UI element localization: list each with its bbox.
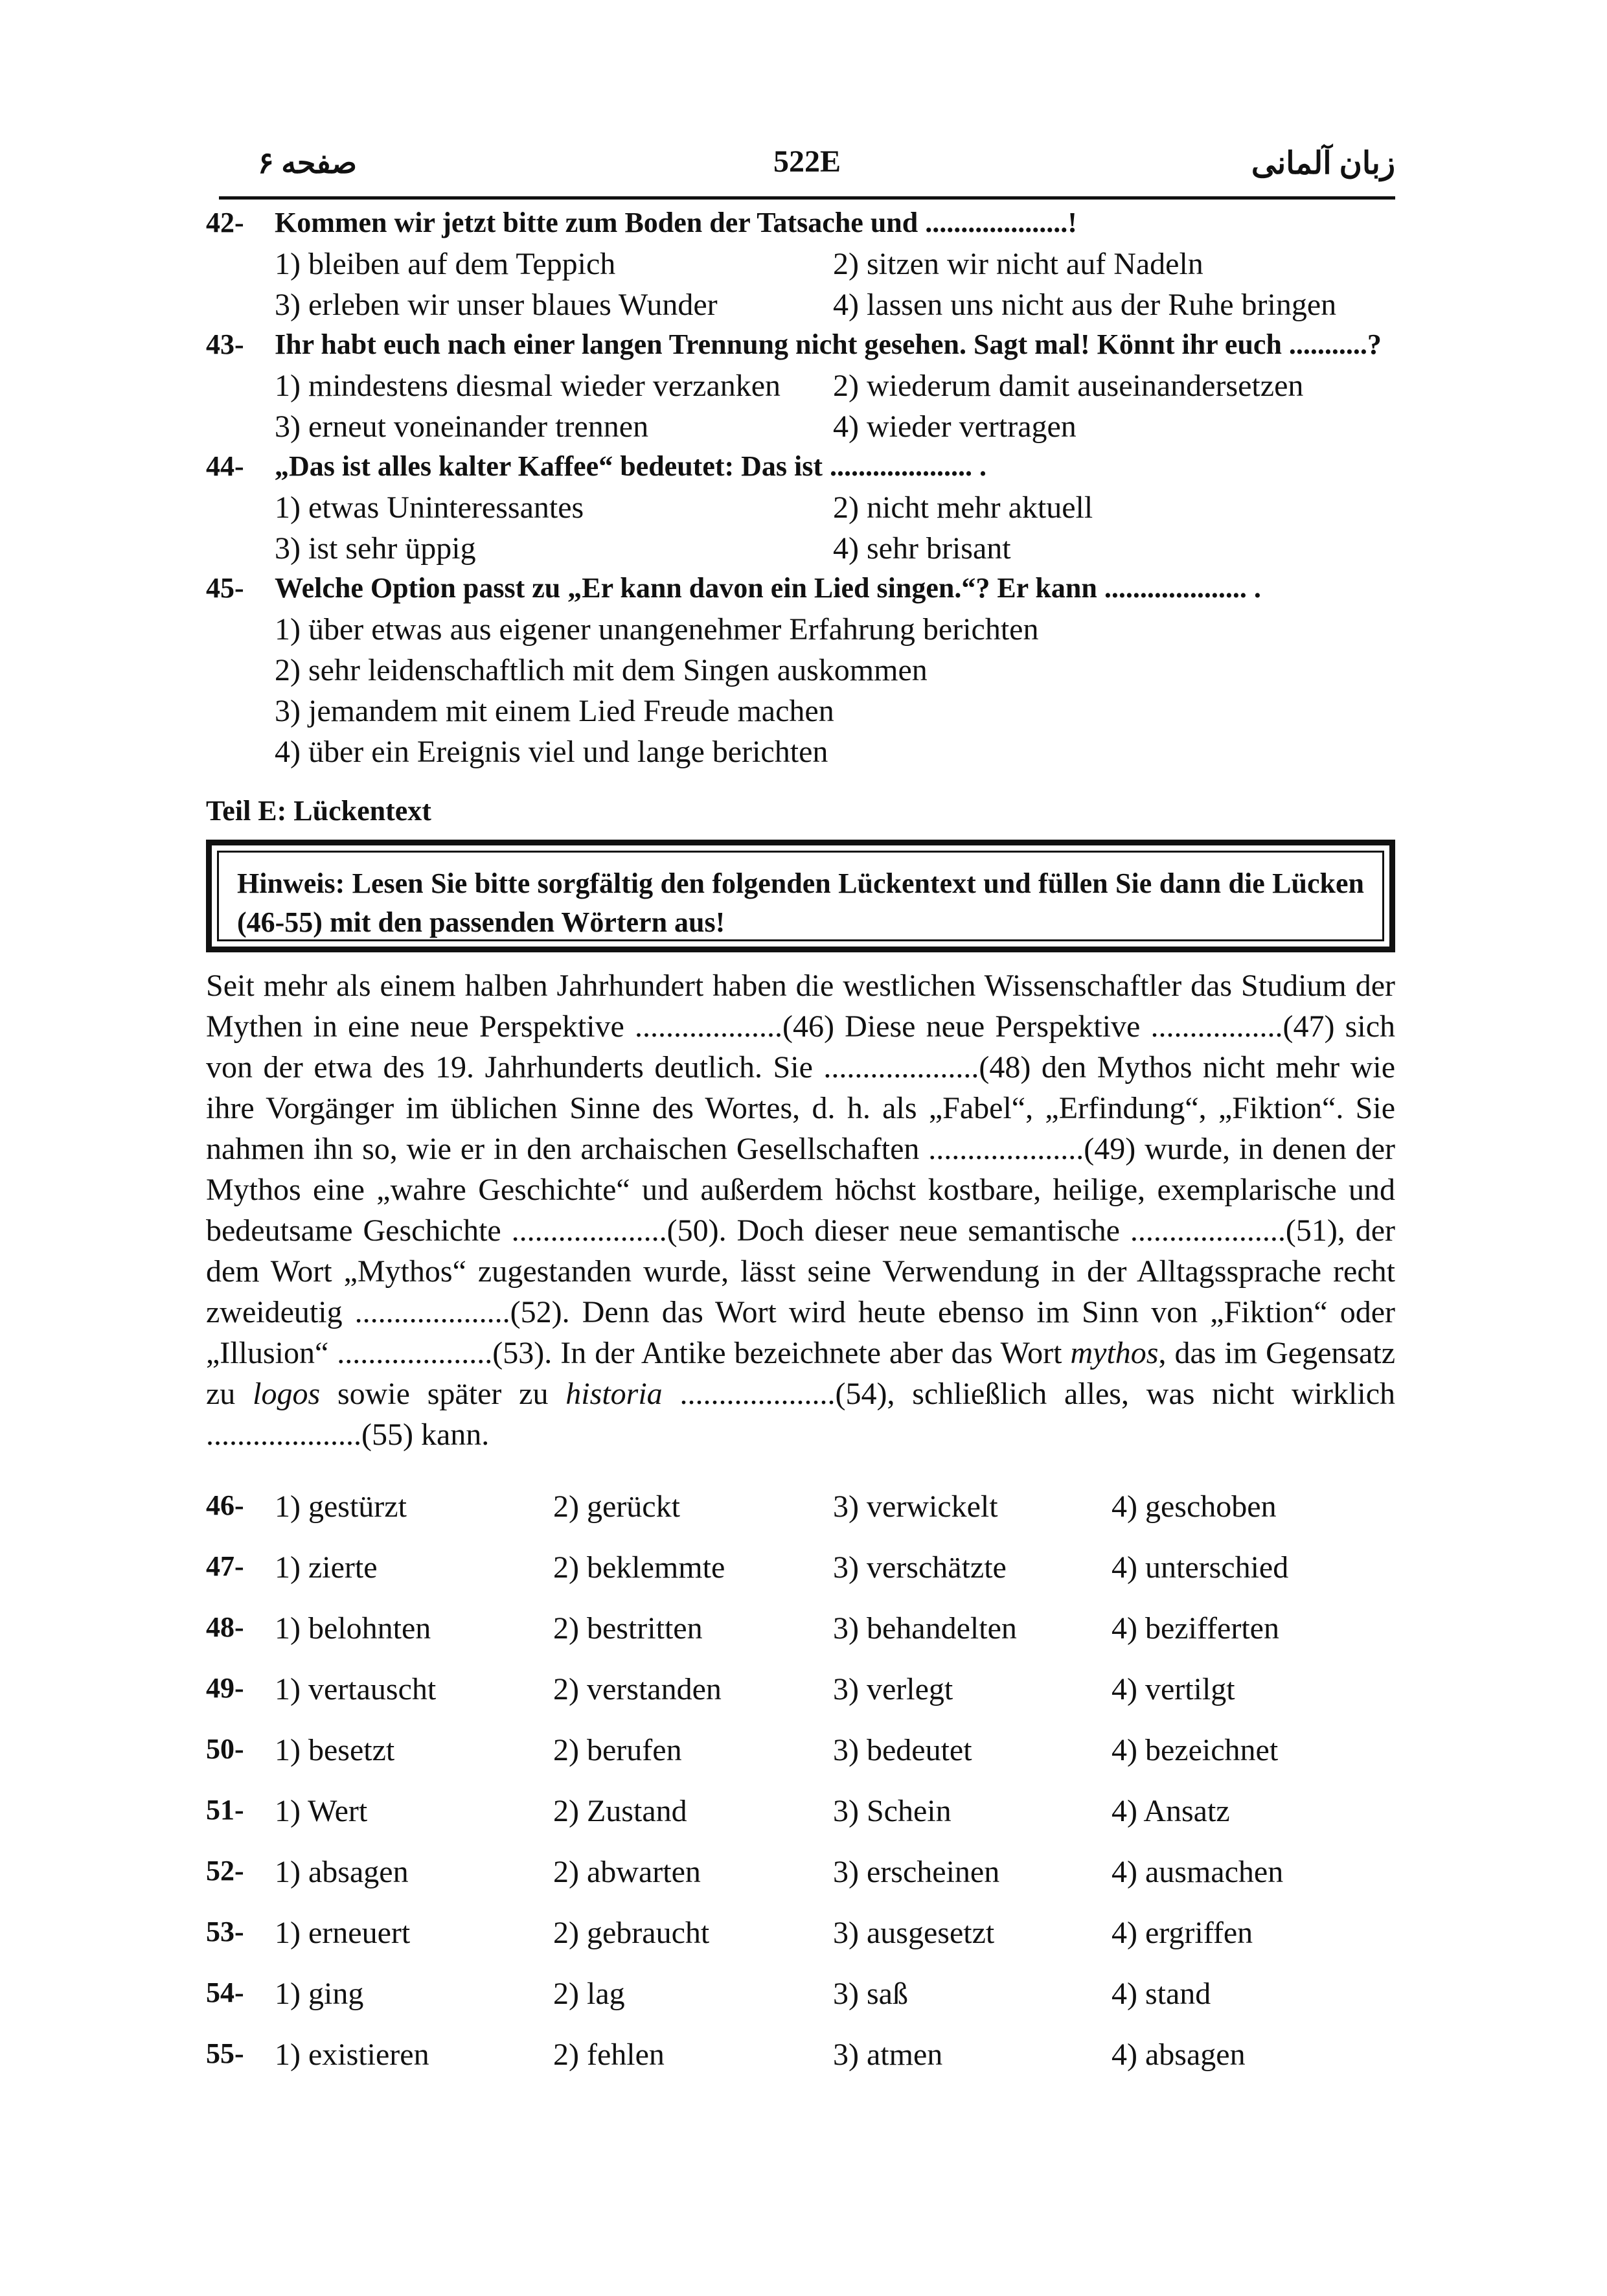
page-number: صفحه ۶ — [258, 146, 357, 179]
option-1[interactable]: 1) bleiben auf dem Teppich — [275, 247, 616, 281]
option-4[interactable]: 4) wieder vertragen — [833, 409, 1077, 444]
option-4[interactable]: 4) stand — [1111, 1977, 1211, 2011]
question-number: 48- — [206, 1611, 244, 1643]
question-text: „Das ist alles kalter Kaffee“ bedeutet: Das ist .................... . — [275, 450, 987, 482]
option-1[interactable]: 1) absagen — [275, 1855, 409, 1889]
option-2[interactable]: 2) Zustand — [553, 1794, 687, 1828]
answer-row-48 — [206, 1611, 1398, 1671]
question-stem — [206, 328, 1404, 368]
option-3[interactable]: 3) atmen — [833, 2038, 943, 2072]
header-divider — [219, 196, 1395, 200]
option-2[interactable]: 2) gebraucht — [553, 1916, 710, 1950]
question-text: Welche Option passt zu „Er kann davon ein Lied singen.“? Er kann .................... . — [275, 572, 1261, 604]
option-2[interactable]: 2) sehr leidenschaftlich mit dem Singen auskommen — [275, 653, 928, 687]
option-3[interactable]: 3) erscheinen — [833, 1855, 1000, 1889]
passage-term-historia: historia — [565, 1377, 663, 1411]
question-number: 53- — [206, 1916, 244, 1947]
option-3[interactable]: 3) Schein — [833, 1794, 952, 1828]
answer-row-51 — [206, 1793, 1398, 1854]
option-3[interactable]: 3) erleben wir unser blaues Wunder — [275, 288, 718, 322]
question-number: 54- — [206, 1977, 244, 2008]
option-1[interactable]: 1) Wert — [275, 1794, 368, 1828]
question-number: 43- — [206, 328, 244, 360]
option-4[interactable]: 4) sehr brisant — [833, 531, 1011, 566]
question-stem — [206, 571, 1404, 612]
question-number: 52- — [206, 1855, 244, 1887]
question-number: 55- — [206, 2038, 244, 2069]
option-4[interactable]: 4) ausmachen — [1111, 1855, 1284, 1889]
exam-code: 522E — [773, 144, 841, 179]
answer-row-54 — [206, 1976, 1398, 2037]
section-title: Teil E: Lückentext — [206, 795, 431, 827]
option-2[interactable]: 2) verstanden — [553, 1672, 722, 1706]
question-number: 42- — [206, 207, 244, 238]
passage-text: Seit mehr als einem halben Jahrhundert haben die westlichen Wissenschaftler das Studium der Mythen in eine neue Perspektive ...................(46) Diese neue Perspektive .................(47) sich von der etwa des 19. Jahrhunderts deutlich. Sie ....................(48) den Mythos nicht mehr wie ihre Vorgänger im üblichen Sinne des Wortes, d. h. als „Fabel“, „Erfindung“, „Fiktion“. Sie nahmen ihn so, wie er in den archaischen Gesellschaften ....................(49) wurde, in denen der Mythos eine „wahre Geschichte“ und außerdem höchst kostbare, heilige, exemplarische und bedeutsame Geschichte ....................(50). Doch dieser neue semantische ....................(51), der dem Wort „Mythos“ zugestanden wurde, lässt seine Verwendung in der Alltagssprache recht zweideutig ....................(52). Denn das Wort wird heute ebenso im Sinn von „Fiktion“ oder „Illusion“ ....................(53). In der Antike bezeichnete aber das Wort — [206, 969, 1395, 1370]
option-1[interactable]: 1) über etwas aus eigener unangenehmer Erfahrung berichten — [275, 612, 1039, 647]
question-number: 47- — [206, 1550, 244, 1582]
question-text: Kommen wir jetzt bitte zum Boden der Tatsache und ....................! — [275, 207, 1077, 238]
option-3[interactable]: 3) bedeutet — [833, 1733, 972, 1767]
question-number: 49- — [206, 1672, 244, 1704]
cloze-passage — [206, 965, 1395, 1455]
answer-row-50 — [206, 1732, 1398, 1793]
option-1[interactable]: 1) besetzt — [275, 1733, 395, 1767]
passage-text: ....................(54), schließlich alles, was nicht wirklich ....................(55) kann. — [206, 1377, 1395, 1452]
option-4[interactable]: 4) vertilgt — [1111, 1672, 1235, 1706]
option-4[interactable]: 4) ergriffen — [1111, 1916, 1253, 1950]
answer-row-55 — [206, 2037, 1398, 2098]
question-45 — [206, 571, 1404, 775]
option-2[interactable]: 2) nicht mehr aktuell — [833, 490, 1093, 525]
hint-text: Hinweis: Lesen Sie bitte sorgfältig den folgenden Lückentext und füllen Sie dann die Lücken (46-55) mit den passenden Wörtern aus! — [217, 851, 1384, 941]
option-4[interactable]: 4) absagen — [1111, 2038, 1246, 2072]
question-number: 45- — [206, 572, 244, 604]
option-3[interactable]: 3) jemandem mit einem Lied Freude machen — [275, 694, 834, 728]
option-4[interactable]: 4) Ansatz — [1111, 1794, 1230, 1828]
option-2[interactable]: 2) beklemmte — [553, 1550, 725, 1585]
option-2[interactable]: 2) gerückt — [553, 1489, 680, 1524]
option-1[interactable]: 1) zierte — [275, 1550, 378, 1585]
option-2[interactable]: 2) abwarten — [553, 1855, 701, 1889]
option-2[interactable]: 2) lag — [553, 1977, 625, 2011]
page-header — [219, 137, 1395, 196]
question-stem — [206, 206, 1404, 246]
option-4[interactable]: 4) bezeichnet — [1111, 1733, 1279, 1767]
question-number: 44- — [206, 450, 244, 482]
option-3[interactable]: 3) verlegt — [833, 1672, 953, 1706]
option-2[interactable]: 2) berufen — [553, 1733, 682, 1767]
answer-row-46 — [206, 1489, 1398, 1550]
option-2[interactable]: 2) bestritten — [553, 1611, 703, 1646]
question-text: Ihr habt euch nach einer langen Trennung nicht gesehen. Sagt mal! Könnt ihr euch ...........? — [275, 328, 1382, 360]
question-44 — [206, 450, 1404, 571]
option-3[interactable]: 3) verschätzte — [833, 1550, 1007, 1585]
option-2[interactable]: 2) sitzen wir nicht auf Nadeln — [833, 247, 1203, 281]
subject-title: زبان آلمانی — [1251, 146, 1395, 181]
option-1[interactable]: 1) existieren — [275, 2038, 429, 2072]
option-4[interactable]: 4) bezifferten — [1111, 1611, 1279, 1646]
option-4[interactable]: 4) geschoben — [1111, 1489, 1277, 1524]
answer-row-53 — [206, 1915, 1398, 1976]
option-1[interactable]: 1) etwas Uninteressantes — [275, 490, 584, 525]
answer-row-49 — [206, 1671, 1398, 1732]
option-3[interactable]: 3) ausgesetzt — [833, 1916, 995, 1950]
question-stem — [206, 450, 1404, 490]
option-1[interactable]: 1) erneuert — [275, 1916, 411, 1950]
option-3[interactable]: 3) ist sehr üppig — [275, 531, 476, 566]
option-4[interactable]: 4) über ein Ereignis viel und lange berichten — [275, 735, 828, 769]
hint-box — [206, 840, 1395, 952]
answer-row-47 — [206, 1550, 1398, 1611]
option-3[interactable]: 3) saß — [833, 1977, 908, 2011]
option-3[interactable]: 3) erneut voneinander trennen — [275, 409, 649, 444]
passage-term-mythos: mythos — [1070, 1336, 1159, 1370]
answer-grid — [206, 1489, 1398, 2098]
option-4[interactable]: 4) unterschied — [1111, 1550, 1289, 1585]
passage-text: , das im Gegensatz zu — [206, 1336, 1395, 1411]
option-3[interactable]: 3) behandelten — [833, 1611, 1017, 1646]
option-1[interactable]: 1) belohnten — [275, 1611, 431, 1646]
passage-text: sowie später zu — [320, 1377, 566, 1411]
answer-row-52 — [206, 1854, 1398, 1915]
option-3[interactable]: 3) verwickelt — [833, 1489, 998, 1524]
option-1[interactable]: 1) gestürzt — [275, 1489, 407, 1524]
option-1[interactable]: 1) vertauscht — [275, 1672, 437, 1706]
option-4[interactable]: 4) lassen uns nicht aus der Ruhe bringen — [833, 288, 1337, 322]
option-2[interactable]: 2) fehlen — [553, 2038, 665, 2072]
question-43 — [206, 328, 1404, 450]
question-42 — [206, 206, 1404, 328]
passage-term-logos: logos — [253, 1377, 321, 1411]
question-number: 46- — [206, 1489, 244, 1521]
option-1[interactable]: 1) mindestens diesmal wieder verzanken — [275, 369, 781, 403]
option-1[interactable]: 1) ging — [275, 1977, 364, 2011]
option-2[interactable]: 2) wiederum damit auseinandersetzen — [833, 369, 1304, 403]
question-number: 51- — [206, 1794, 244, 1826]
question-number: 50- — [206, 1733, 244, 1765]
